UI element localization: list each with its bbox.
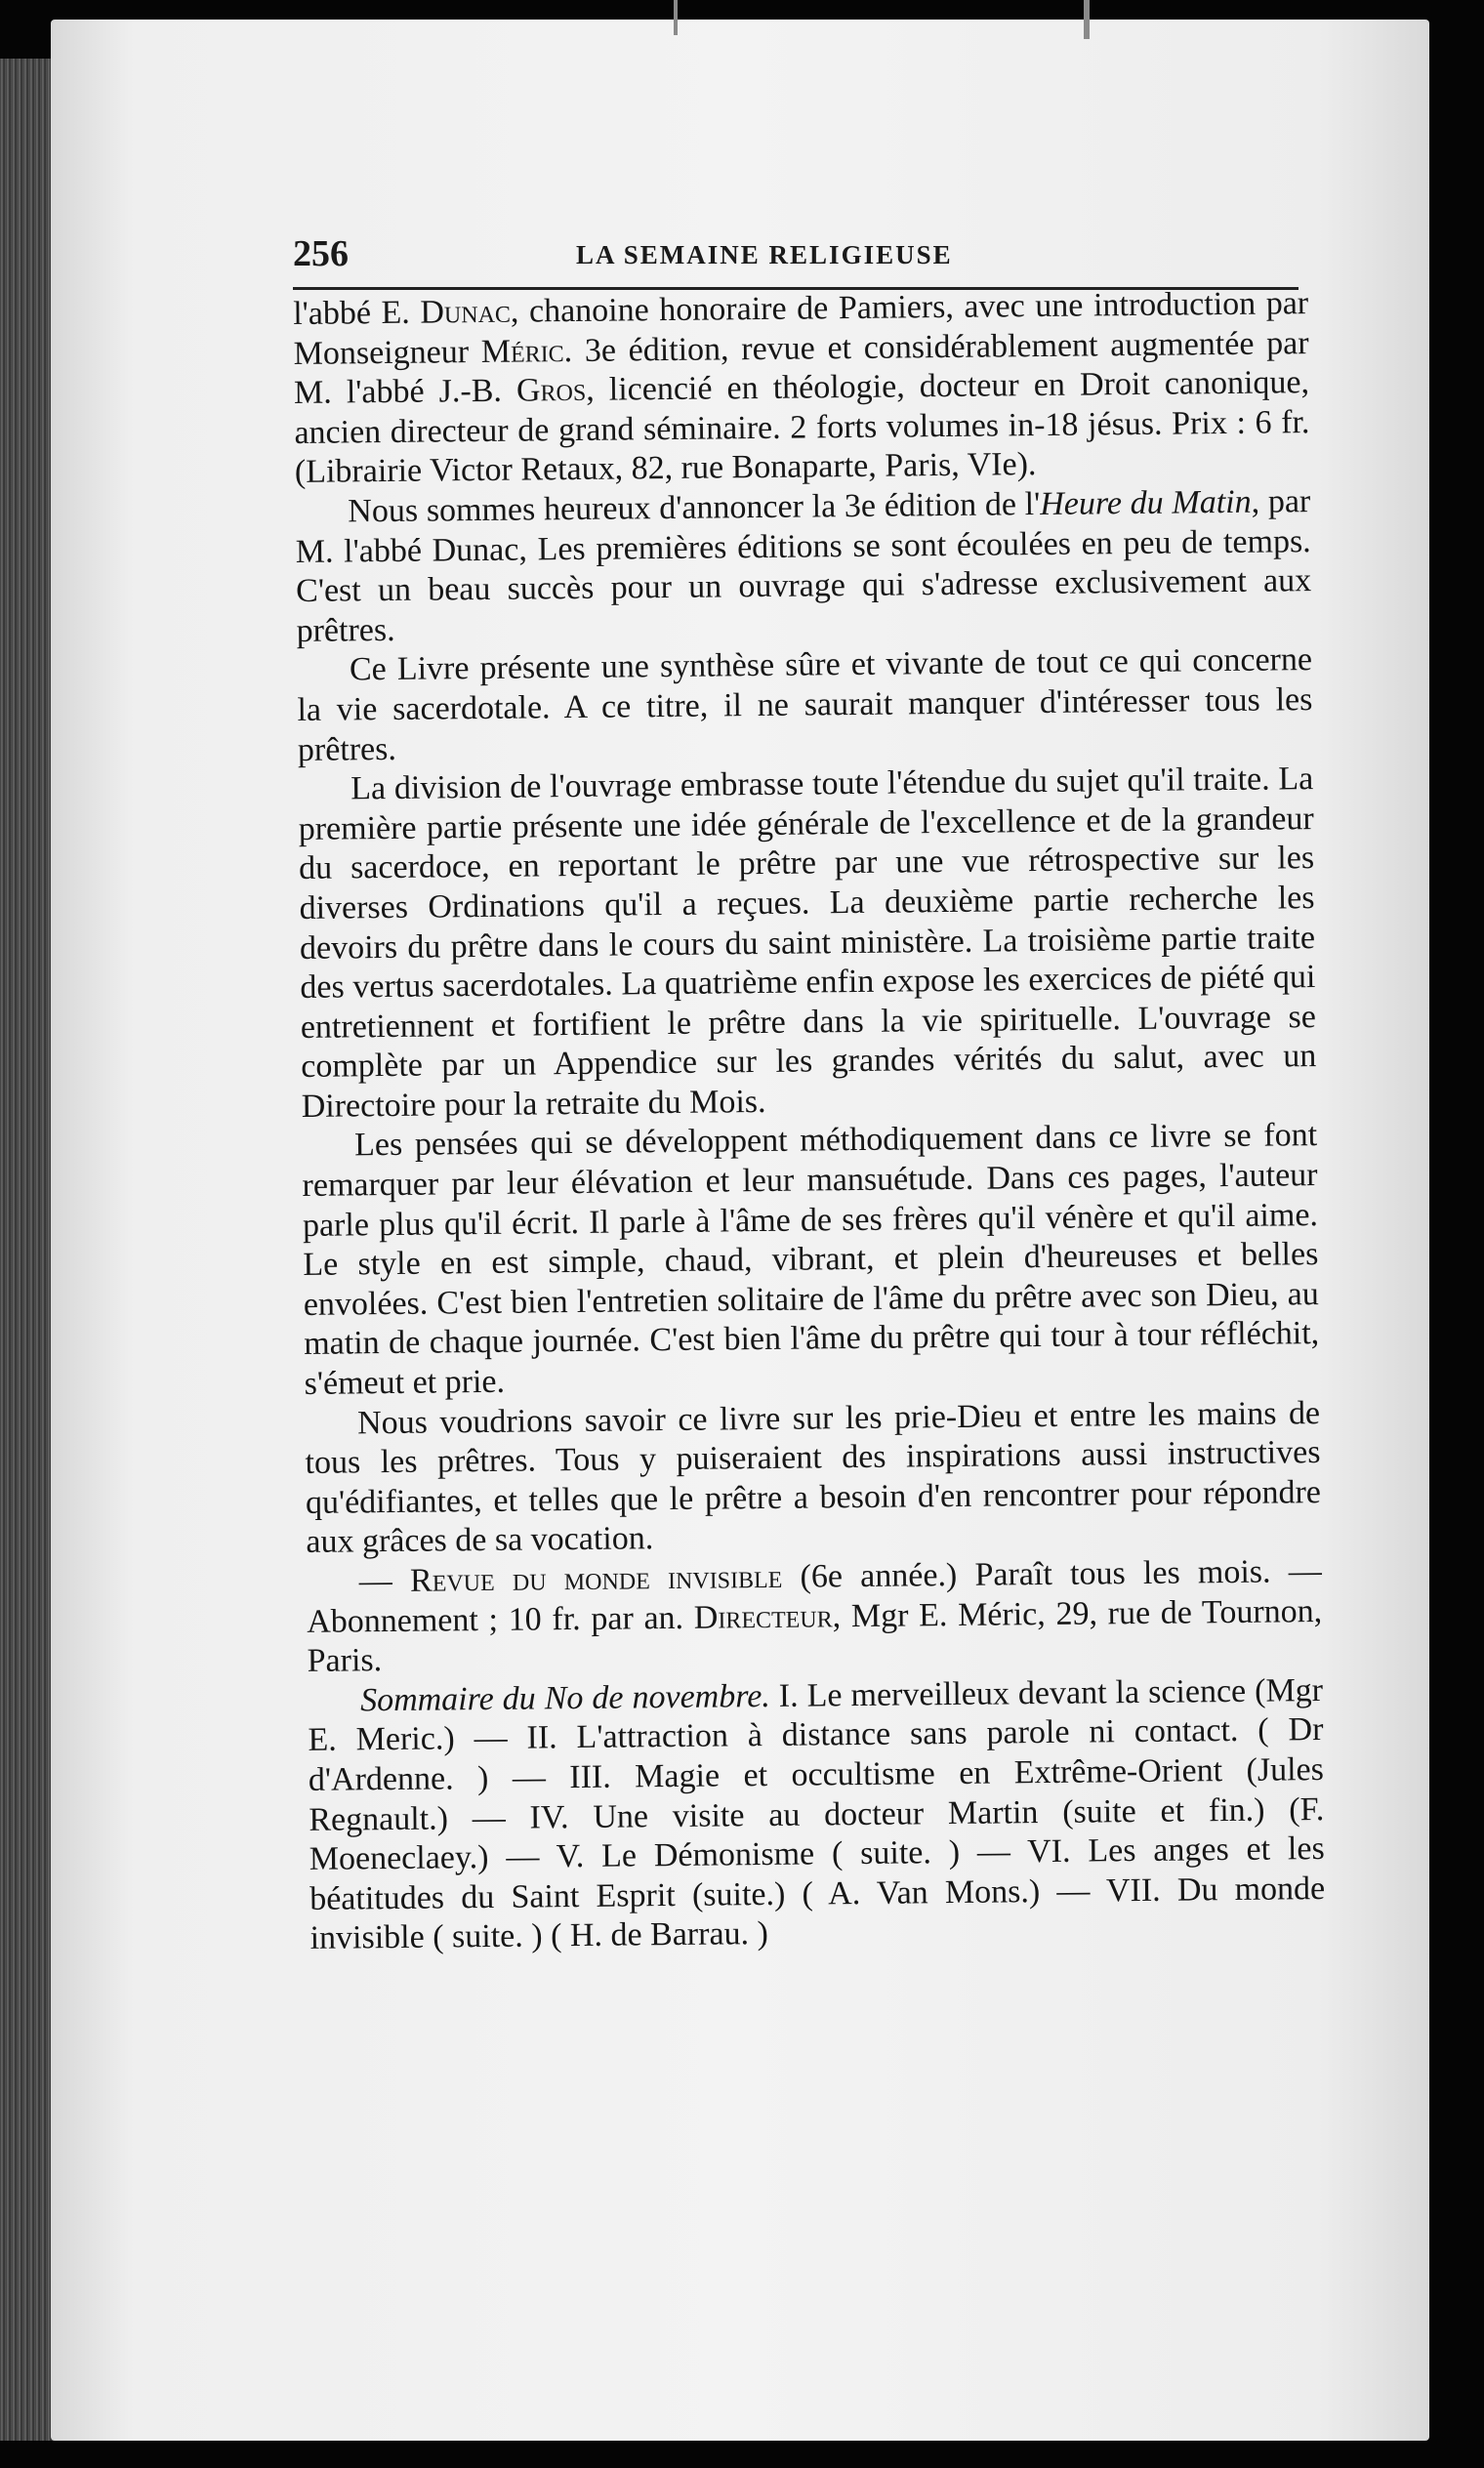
journal-title: Revue du monde invisible bbox=[409, 1558, 783, 1599]
paragraph: l'abbé E. Dunac, chanoine honoraire de Pamiers, avec une introduction par Monseigneur Méric. 3e édition, revue et considérablement augmentée par M. l'abbé J.-B. Gros, licencié en théologie, docteur en Droit canonique, ancien directeur de grand séminaire. 2 forts volumes in-18 jésus. Prix : 6 fr. (Librairie Victor Retaux, 82, rue Bonaparte, Paris, VIe). bbox=[293, 285, 1310, 491]
paragraph: Nous sommes heureux d'annoncer la 3e édition de l'Heure du Matin, par M. l'abbé Dunac, Les premières éditions se sont écoulées en peu de temps. C'est un beau succès pour un ouvrage qui s'adresse exclusivement aux prêtres. bbox=[295, 483, 1312, 649]
role-label: Directeur bbox=[693, 1597, 833, 1636]
author-name: Dunac bbox=[420, 293, 512, 331]
book-title: Heure du Matin bbox=[1040, 483, 1252, 522]
paragraph: Sommaire du No de novembre. I. Le merveilleux devant la science (Mgr E. Meric.) — II. L'attraction à distance sans parole ni contact. ( Dr d'Ardenne. ) — III. Magie et occultisme en Extrême-Orient (Jules Regnault.) — IV. Une visite au docteur Martin (suite et fin.) (F. Moeneclaey.) — V. Le Démonisme ( suite. ) — VI. Les anges et les béatitudes du Saint Esprit (suite.) ( A. Van Mons.) — VII. Du monde invisible ( suite. ) ( H. de Barrau. ) bbox=[308, 1671, 1326, 1957]
scan-border bbox=[1429, 0, 1484, 2468]
paragraph: Les pensées qui se développent méthodiquement dans ce livre se font remarquer par leur élévation et leur mansuétude. Dans ces pages, l'auteur parle plus qu'il écrit. Il parle à l'âme de ses frères qu'il vénère et qu'il aime. Le style en est simple, chaud, vibrant, et plein d'heureuses et belles envolées. C'est bien l'entretien solitaire de l'âme du prêtre avec son Dieu, au matin de chaque journée. C'est bien l'âme du prêtre qui tour à tour réfléchit, s'émeut et prie. bbox=[302, 1117, 1320, 1402]
scan-mark bbox=[674, 0, 678, 35]
page-number: 256 bbox=[293, 233, 349, 274]
running-head bbox=[293, 232, 1308, 283]
paragraph: Ce Livre présente une synthèse sûre et vivante de tout ce qui concerne la vie sacerdotale. A ce titre, il ne saurait manquer d'intéresser tous les prêtres. bbox=[297, 641, 1313, 768]
paragraph: Nous voudrions savoir ce livre sur les prie-Dieu et entre les mains de tous les prêtres. Tous y puiseraient des inspirations aussi instructives qu'édifiantes, et telles que le prêtre a besoin d'en rencontrer pour répondre aux grâces de sa vocation. bbox=[305, 1394, 1322, 1561]
paragraph: — Revue du monde invisible (6e année.) Paraît tous les mois. — Abonnement ; 10 fr. par an. Directeur, Mgr E. Méric, 29, rue de Tournon, Paris. bbox=[307, 1553, 1323, 1680]
paragraph: La division de l'ouvrage embrasse toute l'étendue du sujet qu'il traite. La première partie présente une idée générale de l'excellence et de la grandeur du sacerdoce, en reportant le prêtre par une vue rétrospective sur les diverses Ordinations qu'il a reçues. La deuxième partie recherche les devoirs du prêtre dans le cours du saint ministère. La troisième partie traite des vertus sacerdotales. La quatrième enfin expose les exercices de piété qui entretiennent et fortifient le prêtre dans la vie spirituelle. L'ouvrage se complète par un Appendice sur les grandes vérités du salut, avec un Directoire pour la retraite du Mois. bbox=[298, 761, 1317, 1125]
body-text bbox=[293, 284, 1326, 1959]
author-name: Méric bbox=[480, 332, 564, 370]
author-name: Gros bbox=[515, 372, 587, 409]
scan-mark bbox=[1084, 0, 1090, 39]
running-title: LA SEMAINE RELIGIEUSE bbox=[576, 240, 953, 269]
book-page-edge bbox=[0, 59, 59, 2441]
summary-heading: Sommaire du No de novembre. bbox=[359, 1677, 771, 1719]
